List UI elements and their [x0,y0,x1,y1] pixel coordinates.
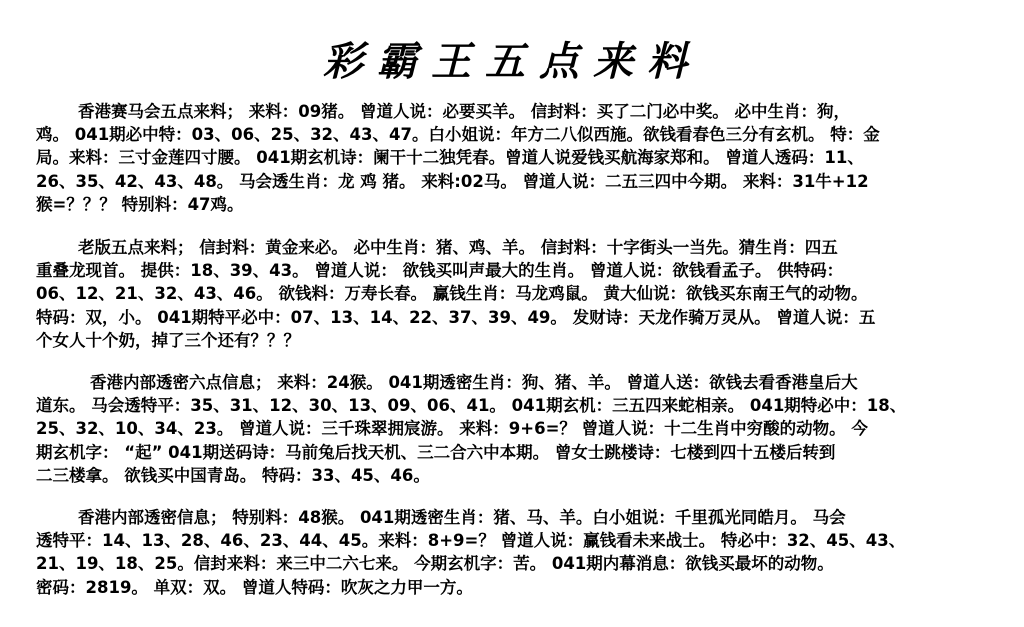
text-line-cropped: 个女人十个奶，掉了三个还有？？？ [36,330,300,350]
text-line: 25、32、10、34、23。 曾道人说：三千珠翠拥宸游。 来料：9+6=？ 曾道人说：十二生肖中穷酸的动物。 今 [36,419,868,439]
text-line: 二三楼拿。 欲钱买中国青岛。 特码：33、45、46。 [36,465,430,485]
text-line: 21、19、18、25。信封来料：来三中二六七来。 今期玄机字：苦。 041期内幕消息：欲钱买最坏的动物。 [36,554,834,574]
section-five-point-hk-jockey [36,100,996,216]
text-line: 特码：双，小。 041期特平必中：07、13、14、22、37、39、49。 发财诗：天龙作骑万灵从。 曾道人说：五 [36,307,876,327]
text-line: 香港内部透密信息； 特别料：48猴。 041期透密生肖：猪、马、羊。白小姐说：千里孤光同皓月。 马会 [78,508,846,527]
section-old-version [36,236,996,350]
text-line: 透特平：14、13、28、46、23、44、45。来料：8+9=？ 曾道人说：赢钱看未来战士。 特必中：32、45、43、 [36,531,906,551]
page-title: 彩霸王五点来料 [323,38,701,85]
text-line: 香港赛马会五点来料； 来料：09猪。 曾道人说：必要买羊。 信封料：买了二门必中奖。 必中生肖：狗， [78,102,850,121]
text-line: 26、35、42、43、48。 马会透生肖：龙 鸡 猪。 来料:02马。 曾道人说：二五三四中今期。 来料：31牛+12 [36,171,869,191]
text-line: 鸡。 041期必中特：03、06、25、32、43、47。白小姐说：年方二八似西施。欲钱看春色三分有玄机。 特：金 [36,125,880,145]
text-line: 猴=？？？ 特别料：47鸡。 [36,194,244,214]
text-line: 06、12、21、32、43、46。 欲钱料：万寿长春。 赢钱生肖：马龙鸡鼠。 黄大仙说：欲钱买东南王气的动物。 [36,284,868,304]
text-line: 老版五点来料； 信封料：黄金来必。 必中生肖：猪、鸡、羊。 信封料：十字街头一当先。猜生肖：四五 [78,238,838,257]
text-line: 香港内部透密六点信息； 来料：24猴。 041期透密生肖：狗、猪、羊。 曾道人送：欲钱去看香港皇后大 [90,373,858,392]
text-line: 期玄机字： “起” 041期送码诗：马前兔后找天机、三二合六中本期。 曾女士跳楼诗：七楼到四十五楼后转到 [36,442,836,462]
text-line: 局。来料：三寸金莲四寸腰。 041期玄机诗：阑干十二独凭春。曾道人说爱钱买航海家郑和。 曾道人透码：11、 [36,148,864,168]
section-internal-info [36,506,996,599]
text-line: 道东。 马会透特平：35、31、12、30、13、09、06、41。 041期玄机：三五四来蛇相亲。 041期特必中：18、 [36,396,907,416]
section-internal-six-point [36,371,996,487]
text-line: 密码：2819。 单双：双。 曾道人特码：吹灰之力甲一方。 [36,577,473,597]
text-line: 重叠龙现首。 提供：18、39、43。 曾道人说： 欲钱买叫声最大的生肖。 曾道人说：欲钱看孟子。 供特码： [36,261,844,281]
